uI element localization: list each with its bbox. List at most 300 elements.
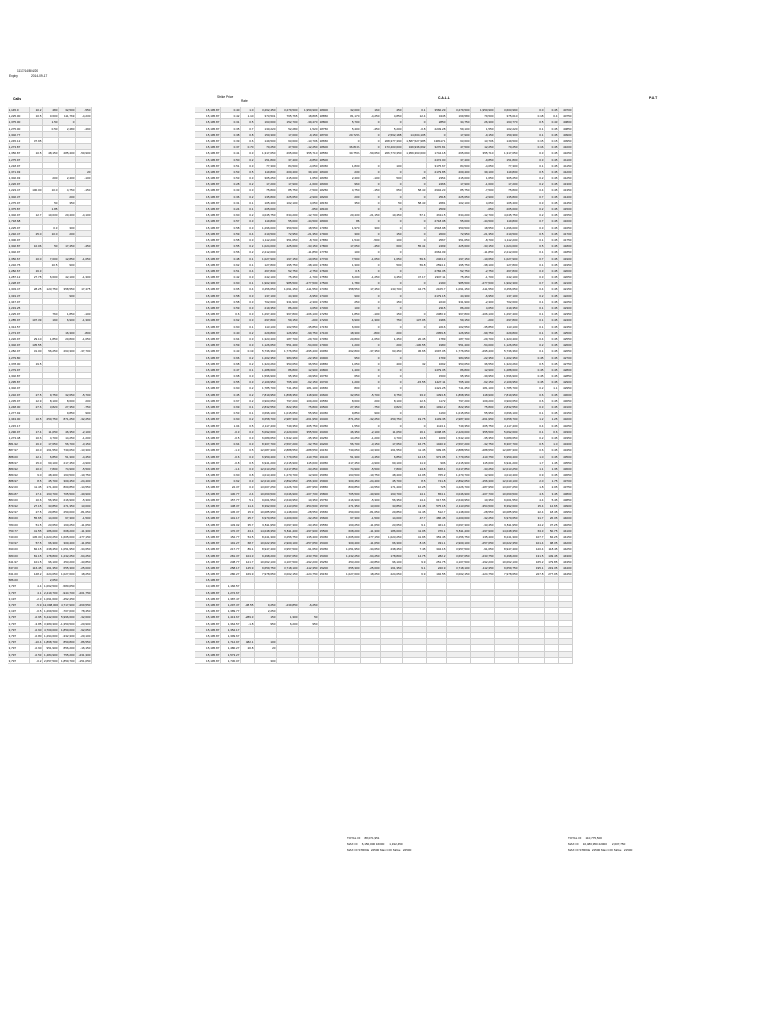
table-cell: 3,797 [8,633,30,639]
table-cell: 150 [381,311,403,317]
table-cell: 15,195.87 [195,515,221,521]
table-cell: 0 [381,268,403,274]
table-cell: 2,212,000 [495,249,519,255]
table-cell: 750 [381,317,403,323]
table-cell: 0.2 [519,293,545,299]
table-cell: 0.4 [519,187,545,193]
table-cell: 6,200 [335,274,361,280]
table-cell: 12.6 [403,398,427,404]
table-cell: 1,290.97 [8,429,30,435]
table-cell: 66,300 [381,540,403,546]
table-cell: 0.3 [241,218,255,224]
table-cell: 251.75 [427,559,447,565]
table-cell: 1,023,250 [381,534,403,540]
table-cell: 250,000 [335,509,361,515]
table-cell: 102,220 [495,126,519,132]
table-cell: 98.35 [545,540,559,546]
table-cell: 15.0 [30,460,43,466]
table-cell: 12,250 [471,144,495,150]
table-cell: 0.59 [221,342,241,348]
table-cell: 0.45 [545,348,559,354]
table-cell: 0.64 [221,336,241,342]
table-cell: 135,800 [255,194,277,200]
table-cell: 760 [43,311,59,317]
table-cell: 16750 [319,373,335,379]
table-cell: 5,092,600 [495,429,519,435]
table-cell: 52,750 [447,268,471,274]
table-cell: 3,197 [8,608,30,614]
table-cell: 0.1 [241,404,255,410]
table-cell: 800,850 [59,484,76,490]
table-cell: 200 [361,398,381,404]
table-cell: -187,950 [299,484,319,490]
table-cell: 101.17 [221,515,241,521]
table-cell: 1,950,900 [471,107,495,113]
table-cell: 56,250 [43,348,59,354]
table-cell: 15,195.87 [195,639,221,645]
table-cell: -112,350 [299,565,319,571]
table-cell: 1,223.47 [8,187,30,193]
table-cell: 3,957,500 [277,546,299,552]
table-cell: 1,302.87 [8,243,30,249]
table-cell: 1,650 [299,175,319,181]
table-cell: 367,800 [447,311,471,317]
table-cell: 0.45 [545,435,559,441]
table-cell: 0.4 [519,336,545,342]
table-cell: 238,450 [43,546,59,552]
table-cell: 680.00 [8,553,30,559]
table-cell: -295,400 [471,348,495,354]
table-cell: 0.38 [221,132,241,138]
table-cell: 41350 [559,187,573,193]
table-cell: 0.45 [545,150,559,156]
table-cell: 163,770 [495,119,519,125]
table-cell: 1393.8 [427,392,447,398]
table-cell: -1,500 [76,515,92,521]
table-cell: 3560.29 [427,107,447,113]
table-cell: 0.59 [221,231,241,237]
table-cell: 20.8 [241,645,255,651]
table-cell: 9,658,700 [495,416,519,422]
table-cell: 1,228.97 [8,280,30,286]
table-cell: 355,500 [299,429,319,435]
put-max-oi-value: 10,480,950 [582,842,598,847]
table-cell: 150,300 [255,132,277,138]
table-cell: 0.3 [241,237,255,243]
table-cell: 3,797 [8,583,30,589]
table-cell: 800,850 [335,484,361,490]
table-cell: 6,950,400 [495,454,519,460]
table-cell: 0.1 [519,126,545,132]
table-cell: -450 [76,243,92,249]
table-cell: 0.51 [221,268,241,274]
table-cell: -288,550 [471,447,495,453]
table-cell: 300 [361,225,381,231]
table-cell: 13,000 [361,503,381,509]
table-cell: 10.6 [30,435,43,441]
expiry-label: Expiry [9,74,18,78]
table-cell: 145.30 [30,534,43,540]
table-cell: 200 [381,330,403,336]
table-cell: 43600 [559,466,573,472]
table-cell: -33,150 [471,243,495,249]
table-cell: 25.0 [30,231,43,237]
table-cell: 0.2 [241,385,255,391]
table-cell: 15,195.87 [195,181,221,187]
table-cell: 150 [381,299,403,305]
table-cell: 42700 [559,355,573,361]
table-cell: 0.2 [241,249,255,255]
table-cell: 8,600 [59,398,76,404]
table-cell: 15600 [319,515,335,521]
table-cell: 0 [335,138,361,144]
table-cell: 15,195.87 [195,150,221,156]
table-cell: 1,300 [277,614,299,620]
table-cell: -0.3 [221,429,241,435]
table-cell: 258.17 [221,565,241,571]
table-cell: 4,107,500 [447,559,471,565]
table-cell: 6,089,650 [255,435,277,441]
table-cell: 160 [361,107,381,113]
table-cell: 95,350 [447,373,471,379]
table-cell: 18200 [319,194,335,200]
table-cell: 181,100 [299,385,319,391]
table-cell: 101.4 [519,540,545,546]
table-cell: -200 [471,317,495,323]
table-cell: 6,900 [59,317,76,323]
table-cell: 113,100 [495,324,519,330]
table-cell: -7,500 [299,187,319,193]
table-cell: 230 [335,169,361,175]
table-cell: 0.1 [241,280,255,286]
table-cell: 135,400 [471,534,495,540]
table-cell: -550 [76,107,92,113]
table-cell: 50 [43,243,59,249]
table-cell: 0.4 [519,286,545,292]
table-cell: -233,750 [471,553,495,559]
table-cell: 1,232,250 [59,553,76,559]
table-cell: 17600 [319,268,335,274]
table-cell: 12.7 [30,212,43,218]
table-cell: 0.45 [545,305,559,311]
table-cell: 702,600 [495,299,519,305]
table-cell: 17450 [319,286,335,292]
table-cell: 42350 [559,311,573,317]
table-cell: -450 [361,126,381,132]
table-cell: 18800 [319,119,335,125]
table-cell: -25,000 [76,565,92,571]
table-cell: 0 [381,194,403,200]
table-cell: 2904.23 [427,187,447,193]
table-cell: -35,350 [471,435,495,441]
table-cell: 219,350 [495,305,519,311]
table-cell: 12.65 [545,503,559,509]
table-cell: 1,371.93 [8,169,30,175]
table-cell: 9,750 [381,392,403,398]
table-cell: 0.3 [241,342,255,348]
table-cell: 0.3 [519,150,545,156]
table-cell: 755,200 [59,652,76,658]
table-cell: 15,195.87 [195,206,221,212]
table-cell: 12,010,100 [255,478,277,484]
table-cell [335,658,361,664]
table-cell: 102,550 [277,324,299,330]
table-cell: 44,300 [447,293,471,299]
table-cell: 17800 [319,243,335,249]
table-cell: 18,250 [361,571,381,577]
table-cell: -0.60 [30,645,43,651]
table-cell: 8,392,600 [255,503,277,509]
table-cell: 0.45 [545,404,559,410]
table-cell: 41550 [559,212,573,218]
table-cell: 42950 [559,385,573,391]
table-cell: 20,800 [59,336,76,342]
table-cell: 1,287.12 [8,274,30,280]
table-cell: -354,500 [299,503,319,509]
table-cell: 960 [335,181,361,187]
table-cell: 0.58 [221,225,241,231]
table-cell: -21,350 [299,231,319,237]
table-cell: 45,700 [381,478,403,484]
table-cell: 0 [361,119,381,125]
table-cell: 17250 [319,311,335,317]
table-cell: 18600 [319,144,335,150]
table-cell: 8,392,600 [495,503,519,509]
table-cell: 0.19 [241,348,255,354]
table-cell: 353.45 [427,534,447,540]
table-cell: 32,650 [59,392,76,398]
table-cell: -81,050 [361,509,381,515]
table-cell: 822.00 [8,484,30,490]
table-cell: 3,797 [8,590,30,596]
table-cell: 27,350 [335,404,361,410]
table-cell: -750 [76,404,92,410]
table-cell: 850,800 [59,639,76,645]
table-cell: 1,389.77 [221,608,241,614]
table-cell: 79,500 [471,113,495,119]
table-cell: -1,050 [76,336,92,342]
table-cell: 0.45 [545,225,559,231]
table-cell: 4,700,000 [44,627,58,632]
table-cell: 6,811,950 [495,522,519,528]
table-cell: 8.5 [403,478,427,484]
table-cell: 17,900 [447,181,471,187]
table-cell: 0.2 [519,435,545,441]
table-cell: 1,126,650 [495,342,519,348]
table-cell: 3,217,850 [277,466,299,472]
table-cell: -130.55 [403,342,427,348]
table-cell: 5.1 [241,497,255,503]
table-cell: -50,650 [361,150,381,156]
table-cell: -277,500 [299,280,319,286]
table-cell: 178,800 [43,553,59,559]
totals-block-call [347,835,411,854]
table-cell: 2190 [427,280,447,286]
table-cell: 331,900 [447,299,471,305]
table-cell: 1,650 [381,256,403,262]
table-cell: 161,550 [381,447,403,453]
table-cell: 11.4 [241,503,255,509]
table-cell: 37.95 [30,138,43,144]
table-cell: 2.4 [241,491,255,497]
table-cell: 10,022,350 [495,540,519,546]
table-cell: 77,300 [495,163,519,169]
table-cell: -8,700 [471,237,495,243]
table-cell: 3,718,100 [277,565,299,571]
table-cell: 42,100 [59,274,76,280]
table-cell: 797,200 [447,398,471,404]
table-cell: 0 [403,119,427,125]
table-cell: 0.45 [545,379,559,385]
table-cell: 186,000 [43,528,59,534]
table-cell: 0 [381,305,403,311]
sheet-id: 1117/14/B/4/20 [17,69,39,73]
table-cell: 3,046,900 [447,491,471,497]
table-cell: 20 [76,169,92,175]
table-cell: 0.45 [545,243,559,249]
table-cell: 42450 [559,324,573,330]
table-cell: 0.50 [43,126,59,132]
table-cell: 2464.3 [427,256,447,262]
table-cell: 17.4 [30,491,43,497]
table-cell: 46,350 [335,429,361,435]
table-cell: 15,195.87 [195,466,221,472]
table-cell: -1,500 [361,515,381,521]
table-cell: 2,640,950 [447,497,471,503]
table-cell: 15,195.87 [195,553,221,559]
table-cell: 72,950 [447,231,471,237]
table-cell: 1,400 [335,367,361,373]
table-cell: 17950 [319,225,335,231]
table-cell: 0 [381,181,403,187]
table-cell: 3,603,990 [495,107,519,113]
table-cell: -3,150 [361,441,381,447]
table-cell: 0.45 [545,256,559,262]
table-cell: 1,218.97 [8,163,30,169]
table-cell: -99,750 [471,330,495,336]
table-cell: 138.37 [221,503,241,509]
table-cell: 216,900 [59,497,76,503]
table-cell: 1,779,050 [277,454,299,460]
table-cell: 127,800 [255,262,277,268]
table-cell: 133.02 [221,522,241,528]
table-cell: 161,350 [381,565,403,571]
table-cell: -33,450 [299,522,319,528]
table-cell: 32,650 [335,392,361,398]
table-cell: 16.1 [403,429,427,435]
table-cell: -1,050 [361,256,381,262]
table-cell: 178,800 [381,553,403,559]
table-cell: 15,195.87 [195,169,221,175]
table-cell: 215,000 [447,175,471,181]
table-cell: 749,350 [277,423,299,429]
table-cell: 0.2 [241,392,255,398]
table-cell: 42900 [559,379,573,385]
put-max-oi-strike: 22000 [598,842,607,847]
table-cell: 224,050 [381,571,403,577]
table-cell: 350,500 [447,225,471,231]
table-cell: 0 [381,280,403,286]
table-cell: 15,195.87 [195,324,221,330]
table-cell: 1,112,200 [255,237,277,243]
table-cell: 2,250 [255,608,277,614]
table-cell: 2,888,550 [277,447,299,453]
table-cell: 0.600 [43,113,59,119]
table-cell [381,658,403,664]
table-cell: 0 [403,181,427,187]
table-cell: -9,150 [299,132,319,138]
table-cell: -1,050 [361,336,381,342]
table-cell: 0.67 [221,398,241,404]
table-cell: 1,850 [335,311,361,317]
table-cell: -43,850 [76,559,92,565]
table-cell [471,658,495,664]
table-cell: 39,100 [471,169,495,175]
table-cell: 1,850,000 [59,627,76,633]
table-cell: 1,868,350 [447,392,471,398]
table-cell: 15,195.87 [195,429,221,435]
table-cell: 297,800 [255,317,277,323]
table-cell: 2718.08 [427,218,447,224]
table-cell: 16.75 [403,441,427,447]
table-cell: 1,780 [335,280,361,286]
table-cell: 2,113,050 [447,503,471,509]
table-cell: 2179.15 [427,293,447,299]
table-cell: 145.37 [221,509,241,515]
table-cell: 43150 [559,410,573,416]
table-cell: 41900 [559,256,573,262]
table-cell: 1,275.97 [8,157,30,163]
table-cell: 5,736,360 [255,348,277,354]
table-cell: 135,400 [299,534,319,540]
call-section-header: C.A.L.L [438,96,450,100]
table-cell: 3,697,050 [447,553,471,559]
table-cell: 0.5 [519,169,545,175]
table-cell: 48,400 [43,472,59,478]
table-cell: 0 [403,423,427,429]
table-cell: 0.66 [221,355,241,361]
table-cell: 1,051,950 [335,546,361,552]
table-cell: 10.0 [43,187,59,193]
table-cell: 43650 [559,472,573,478]
table-cell: 0.1 [241,262,255,268]
table-cell: 7,800 [381,466,403,472]
table-cell: 111,769 [59,113,76,119]
table-cell: -2,750 [471,268,495,274]
table-cell: 200 [59,194,76,200]
table-cell: 55,950 [299,410,319,416]
table-cell: 730,050 [59,447,76,453]
table-cell: 33.3 [403,392,427,398]
table-cell: 0.1 [519,330,545,336]
table-cell: 220.9 [427,565,447,571]
table-cell: -261,950 [299,416,319,422]
table-cell: -32,250 [361,416,381,422]
table-cell: 44350 [559,559,573,565]
table-cell: 16950 [319,348,335,354]
table-cell: 15,195.87 [195,416,221,422]
table-cell: 15,195.87 [195,330,221,336]
table-cell: 2,419,700 [44,590,58,595]
table-cell: 9,659,750 [255,565,277,571]
table-cell: 86,200 [447,305,471,311]
table-cell: 75,450 [277,274,299,280]
table-cell: 13,007,250 [255,484,277,490]
table-cell: 14,250 [335,435,361,441]
table-cell: -8,700 [299,237,319,243]
table-cell: 70,250 [495,144,519,150]
table-cell: -1,600 [299,181,319,187]
